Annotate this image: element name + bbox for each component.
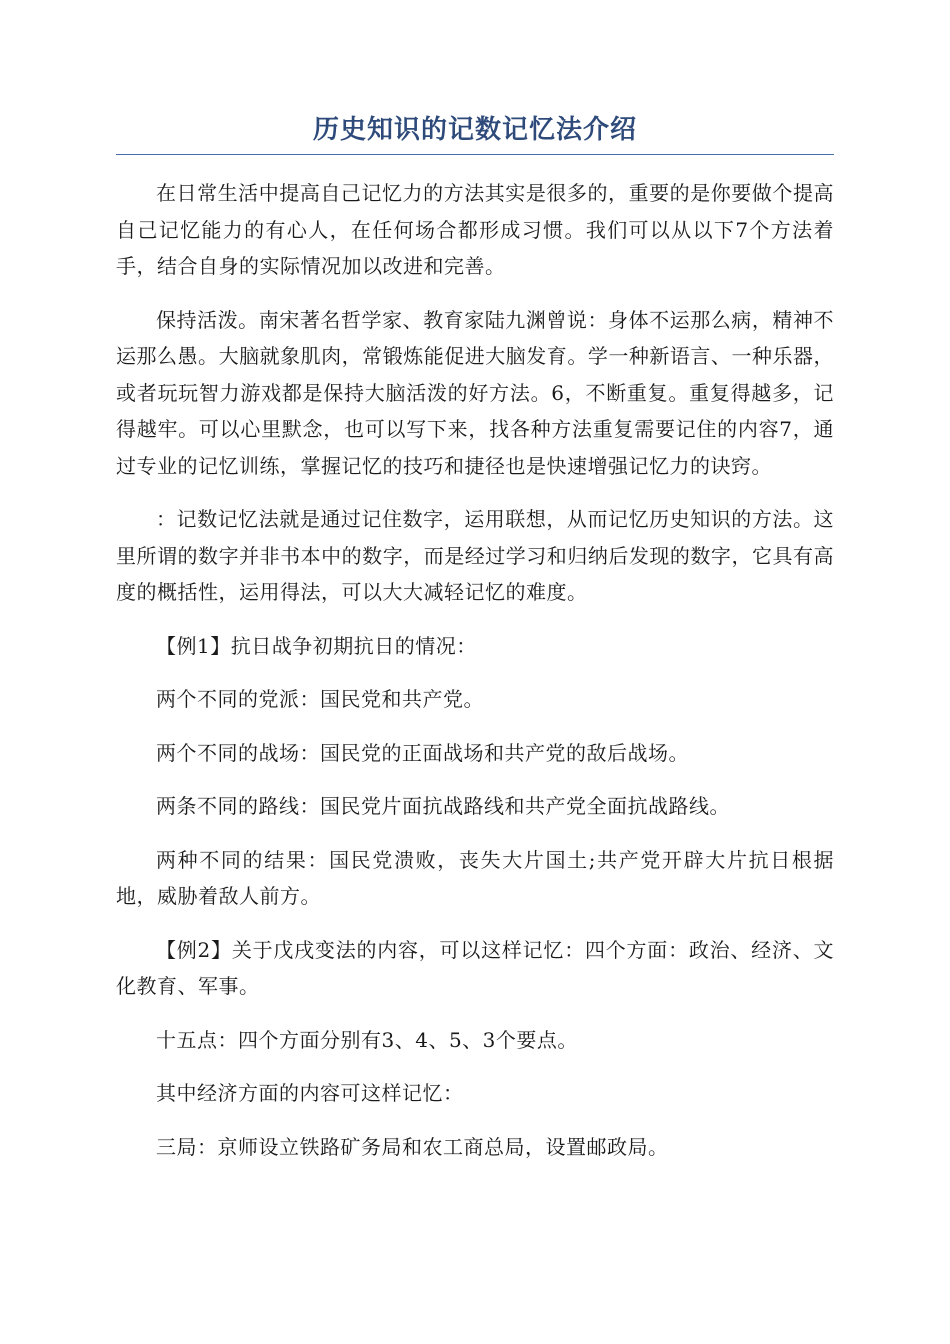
paragraph-three-bureaus: 三局：京师设立铁路矿务局和农工商总局，设置邮政局。 xyxy=(156,1134,669,1159)
paragraph-intro: 在日常生活中提高自己记忆力的方法其实是很多的，重要的是你要做个提高自己记忆能力的有心人，在任何场合都形成习惯。我们可以从以下7个方法着手，结合自身的实际情况加以改进和完善。 xyxy=(116,181,834,278)
paragraph-number-method: ：记数记忆法就是通过记住数字，运用联想，从而记忆历史知识的方法。这里所谓的数字并非书本中的数字，而是经过学习和归纳后发现的数字，它具有高度的概括性，运用得法，可以大大减轻记忆的难度。 xyxy=(116,507,834,604)
document-title: 历史知识的记数记忆法介绍 xyxy=(116,108,834,155)
paragraph-example-1-heading: 【例1】抗日战争初期抗日的情况： xyxy=(156,633,477,658)
document-page xyxy=(116,108,834,1182)
paragraph-example-2: 【例2】关于戊戌变法的内容，可以这样记忆：四个方面：政治、经济、文化教育、军事。 xyxy=(116,937,834,998)
paragraph-fifteen-points: 十五点：四个方面分别有3、4、5、3个要点。 xyxy=(156,1027,578,1052)
paragraph-two-parties: 两个不同的党派：国民党和共产党。 xyxy=(156,687,484,711)
paragraph-keep-active: 保持活泼。南宋著名哲学家、教育家陆九渊曾说：身体不运那么病，精神不运那么愚。大脑就象肌肉，常锻炼能促进大脑发育。学一种新语言、一种乐器，或者玩玩智力游戏都是保持大脑活泼的好方法。6，不断重复。重复得越多，记得越牢。可以心里默念，也可以写下来，找各种方法重复需要记住的内容7，通过专业的记忆训练，掌握记忆的技巧和捷径也是快速增强记忆力的诀窍。 xyxy=(116,307,834,478)
paragraph-two-battlefields: 两个不同的战场：国民党的正面战场和共产党的敌后战场。 xyxy=(156,740,689,765)
paragraph-economic-intro: 其中经济方面的内容可这样记忆： xyxy=(156,1081,464,1105)
paragraph-two-results: 两种不同的结果：国民党溃败，丧失大片国土;共产党开辟大片抗日根据地，威胁着敌人前方。 xyxy=(116,847,834,908)
document-body xyxy=(116,175,834,1165)
paragraph-two-routes: 两条不同的路线：国民党片面抗战路线和共产党全面抗战路线。 xyxy=(156,794,730,818)
